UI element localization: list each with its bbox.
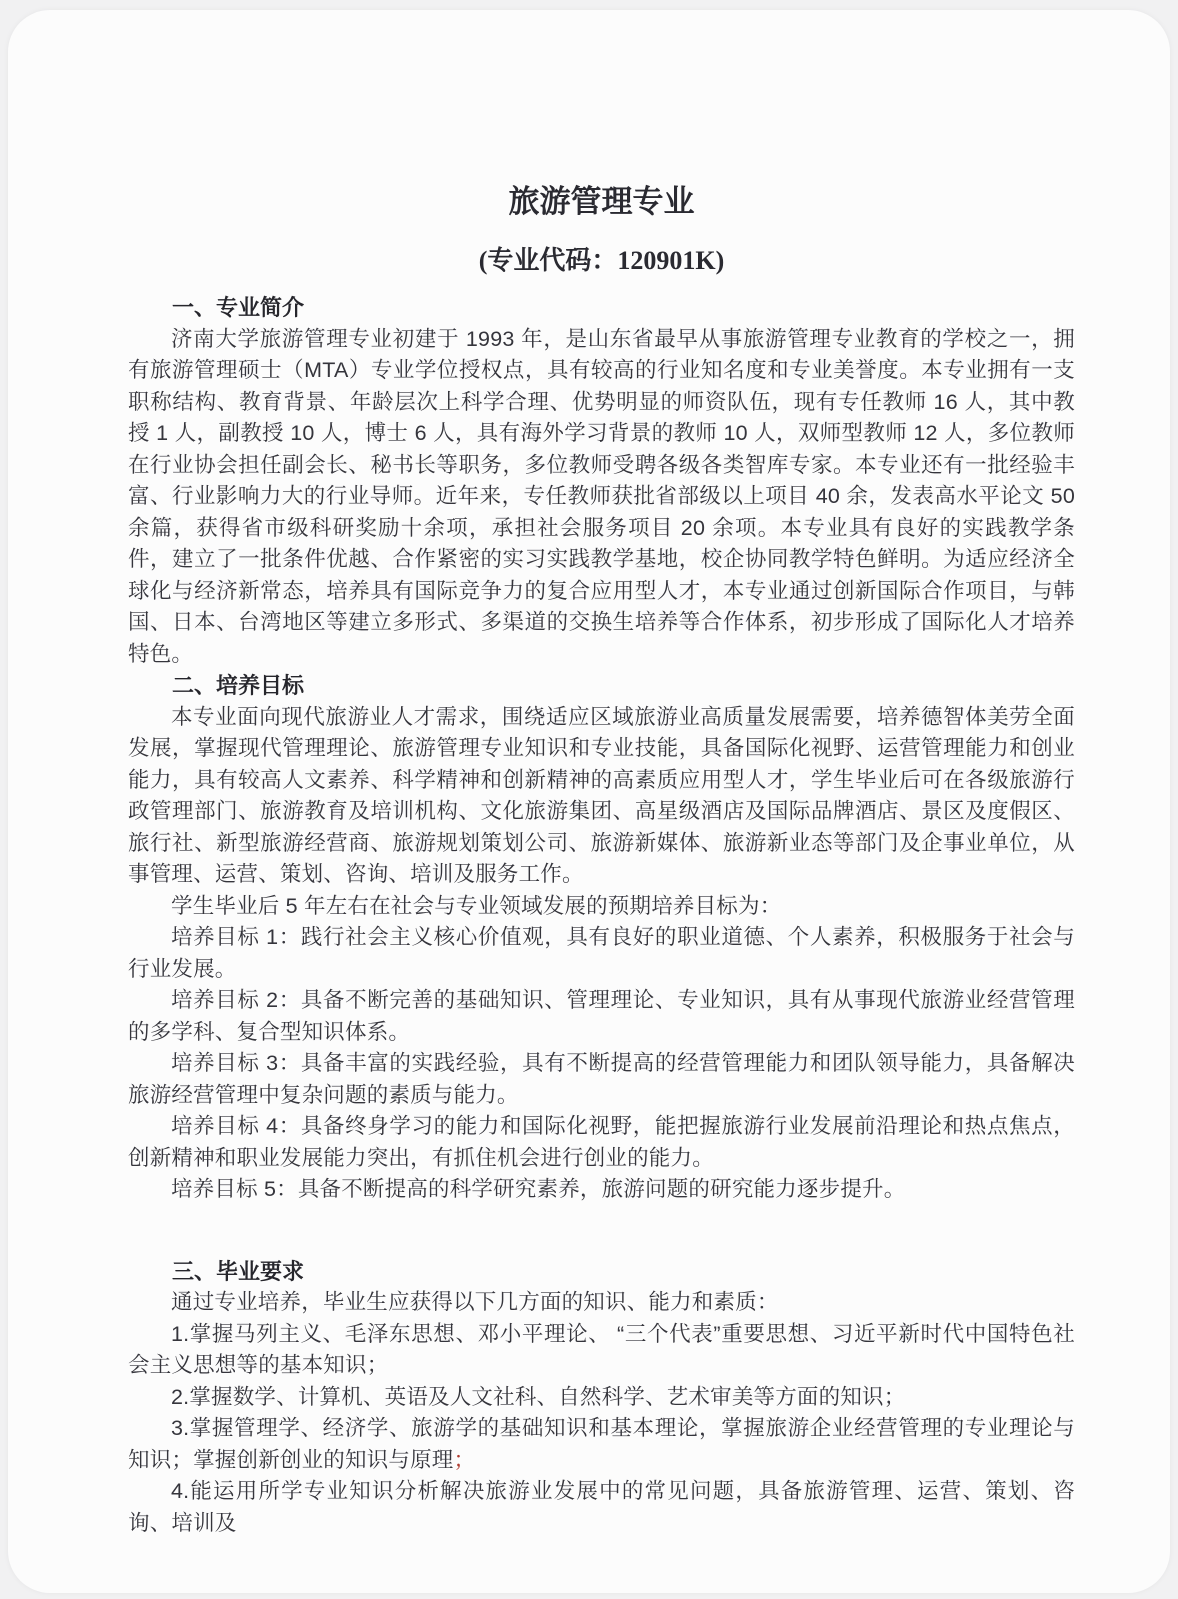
paragraph-objectives-overview: 本专业面向现代旅游业人才需求，围绕适应区域旅游业高质量发展需要，培养德智体美劳全面发展，掌握现代管理理论、旅游管理专业知识和专业技能，具备国际化视野、运营管理能力和创业能力，具有较高人文素养、科学精神和创新精神的高素质应用型人才，学生毕业后可在各级旅游行政管理部门、旅游教育及培训机构、文化旅游集团、高星级酒店及国际品牌酒店、景区及度假区、旅行社、新型旅游经营商、旅游规划策划公司、旅游新媒体、旅游新业态等部门及企事业单位，从事管理、运营、策划、咨询、培训及服务工作。 bbox=[128, 704, 1075, 887]
paragraph-requirement-2: 2.掌握数学、计算机、英语及人文社科、自然科学、艺术审美等方面的知识； bbox=[171, 1384, 906, 1409]
section-heading-graduation-requirements: 三、毕业要求 bbox=[172, 1258, 305, 1284]
paragraph-objective-4: 培养目标 4：具备终身学习的能力和国际化视野，能把握旅游行业发展前沿理论和热点焦点，创新精神和职业发展能力突出，有抓住机会进行创业的能力。 bbox=[128, 1114, 1075, 1170]
section-heading-training-objectives: 二、培养目标 bbox=[172, 673, 305, 699]
paragraph-requirement-1: 1.掌握马列主义、毛泽东思想、邓小平理论、 “三个代表”重要思想、习近平新时代中国特色社会主义思想等的基本知识； bbox=[128, 1321, 1075, 1378]
section-graduation-requirements bbox=[128, 1256, 1075, 1540]
paragraph-major-introduction: 济南大学旅游管理专业初建于 1993 年，是山东省最早从事旅游管理专业教育的学校之一，拥有旅游管理硕士（MTA）专业学位授权点，具有较高的行业知名度和专业美誉度。本专业拥有一支职称结构、教育背景、年龄层次上科学合理、优势明显的师资队伍，现有专任教师 16 人，其中教授 1 人，副教授 10 人，博士 6 人，具有海外学习背景的教师 10 人，双师型教师 12 人，多位教师在行业协会担任副会长、秘书长等职务，多位教师受聘各级各类智库专家。本专业还有一批经验丰富、行业影响力大的行业导师。近年来，专任教师获批省部级以上项目 40 余，发表高水平论文 50 余篇，获得省市级科研奖励十余项，承担社会服务项目 20 余项。本专业具有良好的实践教学条件，建立了一批条件优越、合作紧密的实习实践教学基地，校企协同教学特色鲜明。为适应经济全球化与经济新常态，培养具有国际竞争力的复合应用型人才，本专业通过创新国际合作项目，与韩国、日本、台湾地区等建立多形式、多渠道的交换生培养等合作体系，初步形成了国际化人才培养特色。 bbox=[128, 326, 1075, 666]
document-subtitle: (专业代码：120901K) bbox=[478, 246, 725, 276]
section-training-objectives bbox=[128, 670, 1075, 1206]
document-page bbox=[8, 10, 1170, 1593]
paragraph-requirement-4: 4.能运用所学专业知识分析解决旅游业发展中的常见问题，具备旅游管理、运营、策划、咨询、培训及 bbox=[128, 1479, 1075, 1535]
paragraph-objectives-lead-in: 学生毕业后 5 年左右在社会与专业领域发展的预期培养目标为： bbox=[171, 893, 782, 918]
paragraph-objective-3: 培养目标 3：具备丰富的实践经验，具有不断提高的经营管理能力和团队领导能力，具备解决旅游经营管理中复杂问题的素质与能力。 bbox=[128, 1051, 1075, 1107]
section-major-introduction bbox=[128, 292, 1075, 670]
paragraph-objective-5: 培养目标 5：具备不断提高的科学研究素养，旅游问题的研究能力逐步提升。 bbox=[171, 1177, 906, 1202]
document-title: 旅游管理专业 bbox=[508, 184, 695, 219]
document-body bbox=[128, 292, 1075, 1539]
document-content bbox=[8, 10, 1170, 1539]
requirement-3-red-semicolon: ； bbox=[453, 1447, 476, 1472]
paragraph-requirements-lead-in: 通过专业培养，毕业生应获得以下几方面的知识、能力和素质： bbox=[171, 1290, 779, 1315]
requirement-3-text: 3.掌握管理学、经济学、旅游学的基础知识和基本理论，掌握旅游企业经营管理的专业理论与知识；掌握创新创业的知识与原理 bbox=[128, 1416, 1075, 1472]
paragraph-requirement-3 bbox=[128, 1413, 1075, 1476]
paragraph-objective-1: 培养目标 1：践行社会主义核心价值观，具有良好的职业道德、个人素养，积极服务于社会与行业发展。 bbox=[128, 925, 1075, 981]
paragraph-objective-2: 培养目标 2：具备不断完善的基础知识、管理理论、专业知识，具有从事现代旅游业经营管理的多学科、复合型知识体系。 bbox=[128, 988, 1075, 1044]
section-heading-major-introduction: 一、专业简介 bbox=[172, 295, 305, 321]
